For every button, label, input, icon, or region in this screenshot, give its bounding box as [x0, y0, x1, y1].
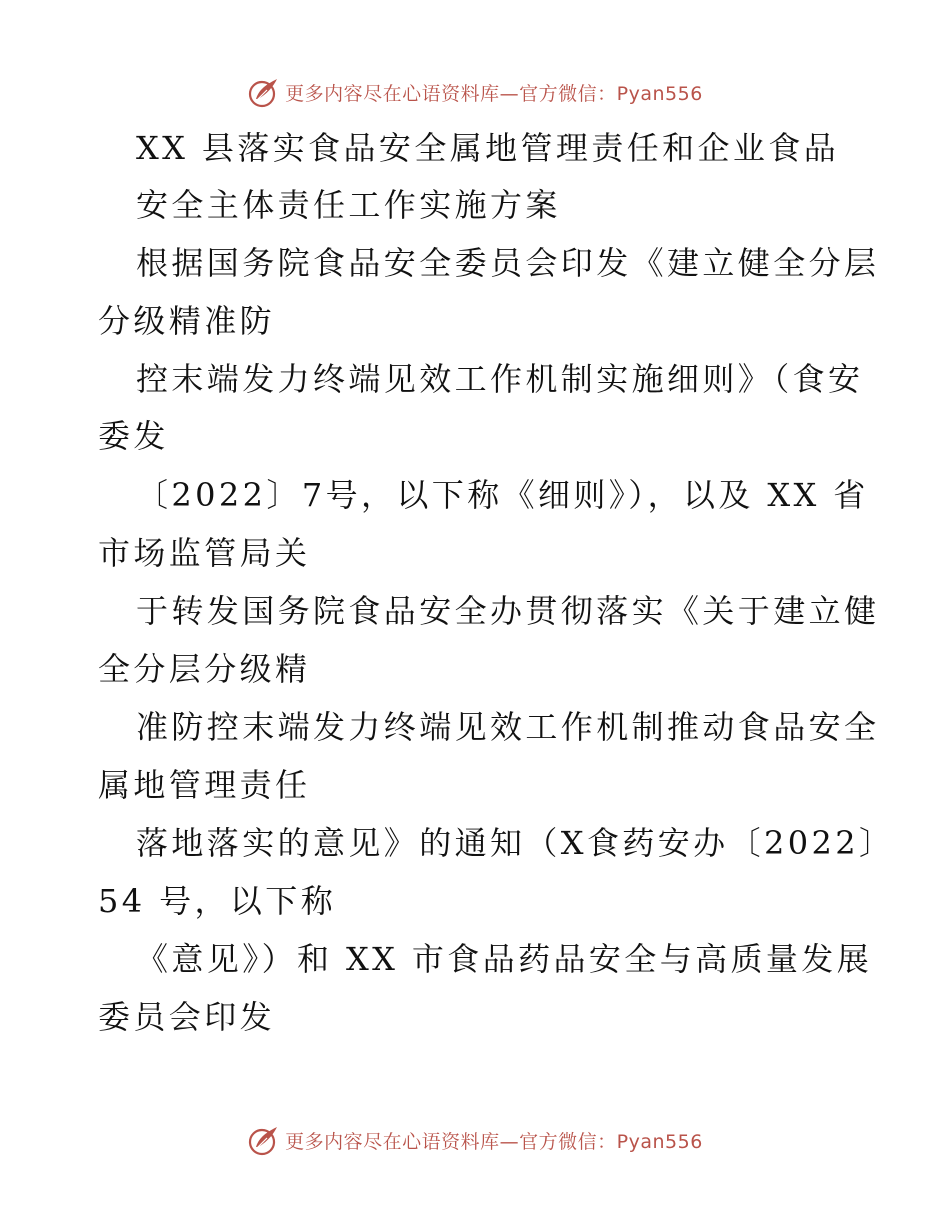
header-watermark [0, 72, 950, 112]
paragraph-line: 分级精准防 [98, 302, 276, 340]
paragraph-line: 属地管理责任 [98, 766, 311, 804]
watermark-group [247, 1123, 703, 1157]
watermark-text: 更多内容尽在心语资料库—官方微信：Pyan556 [285, 82, 703, 105]
paragraph-line: 《意见》）和 XX 市食品药品安全与高质量发展 [136, 940, 873, 978]
paragraph-line: 市场监管局关 [98, 534, 311, 572]
watermark-group [247, 75, 703, 109]
paragraph-line: 委发 [98, 417, 169, 455]
doc-title-line-2: 安全主体责任工作实施方案 [136, 186, 561, 224]
paragraph-line: 准防控末端发力终端见效工作机制推动食品安全 [136, 708, 880, 746]
leaf-pen-icon [247, 75, 281, 109]
doc-title-line-1: XX 县落实食品安全属地管理责任和企业食品 [136, 129, 840, 167]
paragraph-line: 于转发国务院食品安全办贯彻落实《关于建立健 [136, 592, 880, 630]
paragraph-line: 54 号，以下称 [98, 882, 337, 920]
paragraph-line: 委员会印发 [98, 998, 276, 1036]
watermark-text: 更多内容尽在心语资料库—官方微信：Pyan556 [285, 1130, 703, 1153]
paragraph-line: 全分层分级精 [98, 650, 311, 688]
paragraph-line: 根据国务院食品安全委员会印发《建立健全分层 [136, 244, 880, 282]
footer-watermark [0, 1120, 950, 1160]
paragraph-line: 〔2022〕7号，以下称《细则》），以及 XX 省 [136, 476, 869, 514]
paragraph-line: 落地落实的意见》的通知（X食药安办〔2022〕 [136, 824, 895, 862]
paragraph-line: 控末端发力终端见效工作机制实施细则》（食安 [136, 360, 864, 398]
leaf-pen-icon [247, 1123, 281, 1157]
